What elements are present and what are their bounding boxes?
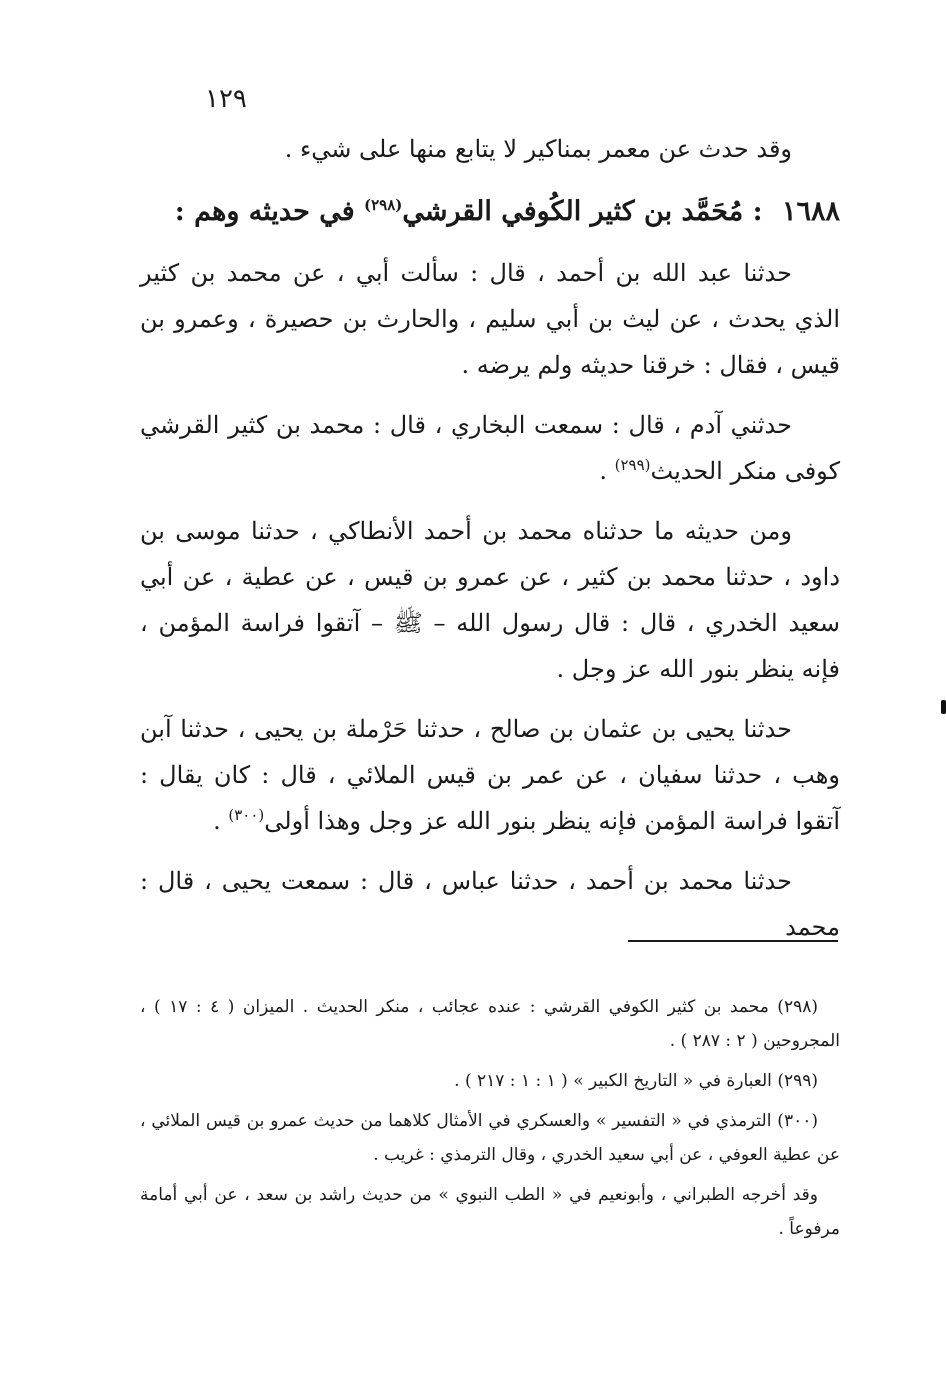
paragraph-2: حدثني آدم ، قال : سمعت البخاري ، قال : محمد بن كثير القرشي كوفى منكر الحديث$^{(٢٩٩)}$ . [140, 411, 840, 485]
footnotes [140, 990, 840, 1252]
footnote-299: (٢٩٩) العبارة في « التاريخ الكبير » ( ١ : ١ : ٢١٧ ) . [454, 1071, 818, 1091]
page-number: ١٢٩ [205, 84, 247, 114]
entry-heading [140, 186, 840, 238]
paragraph-4: حدثنا يحيى بن عثمان بن صالح ، حدثنا حَرْملة بن يحيى ، حدثنا آبن وهب ، حدثنا سفيان ، عن عمر بن قيس الملائي ، قال : كان يقال : آتقوا فراسة المؤمن فإنه ينظر بنور الله عز وجل وهذا أولى$^{(٣٠٠)}$ . [140, 715, 840, 835]
entry-suffix: في حديثه وهم : [174, 196, 355, 227]
scan-mark [941, 700, 946, 714]
entry-separator: : [752, 196, 763, 227]
footnote-ref-299: (٢٩٩) [614, 456, 651, 474]
opening-line: وقد حدث عن معمر بمناكير لا يتابع منها على شيء . [284, 135, 792, 163]
footnote-300: (٣٠٠) الترمذي في « التفسير » والعسكري في الأمثال كلاهما من حديث عمرو بن قيس الملائي ، عن عطية العوفي ، عن أبي سعيد الخدري ، وقال الترمذي : غريب . [140, 1111, 840, 1165]
entry-footnote-ref: (٢٩٨) [364, 196, 403, 214]
paragraph-1: حدثنا عبد الله بن أحمد ، قال : سألت أبي ، عن محمد بن كثير الذي يحدث ، عن ليث بن أبي سليم ، والحارث بن حصيرة ، وعمرو بن قيس ، فقال : خرقنا حديثه ولم يرضه . [140, 259, 840, 379]
footnote-298: (٢٩٨) محمد بن كثير الكوفي القرشي : عنده عجائب ، منكر الحديث . الميزان ( ٤ : ١٧ ) ، المجروحين ( ٢ : ٢٨٧ ) . [140, 997, 840, 1051]
footnote-divider [628, 940, 838, 942]
main-text [140, 126, 840, 964]
entry-number: ١٦٨٨ [781, 196, 840, 227]
entry-name: مُحَمَّد بن كثير الكُوفي القرشي [402, 196, 744, 227]
paragraph-3: ومن حديثه ما حدثناه محمد بن أحمد الأنطاكي ، حدثنا موسى بن داود ، حدثنا محمد بن كثير ، عن عمرو بن قيس ، عن عطية ، عن أبي سعيد الخدري ، قال : قال رسول الله – ﷺ – آتقوا فراسة المؤمن ، فإنه ينظر بنور الله عز وجل . [140, 517, 840, 683]
paragraph-5: حدثنا محمد بن أحمد ، حدثنا عباس ، قال : سمعت يحيى ، قال : محمد [140, 867, 840, 941]
footnote-300-continued: وقد أخرجه الطبراني ، وأبونعيم في « الطب النبوي » من حديث راشد بن سعد ، عن أبي أمامة مرفوعاً . [140, 1185, 840, 1239]
footnote-ref-300: (٣٠٠) [228, 806, 265, 824]
